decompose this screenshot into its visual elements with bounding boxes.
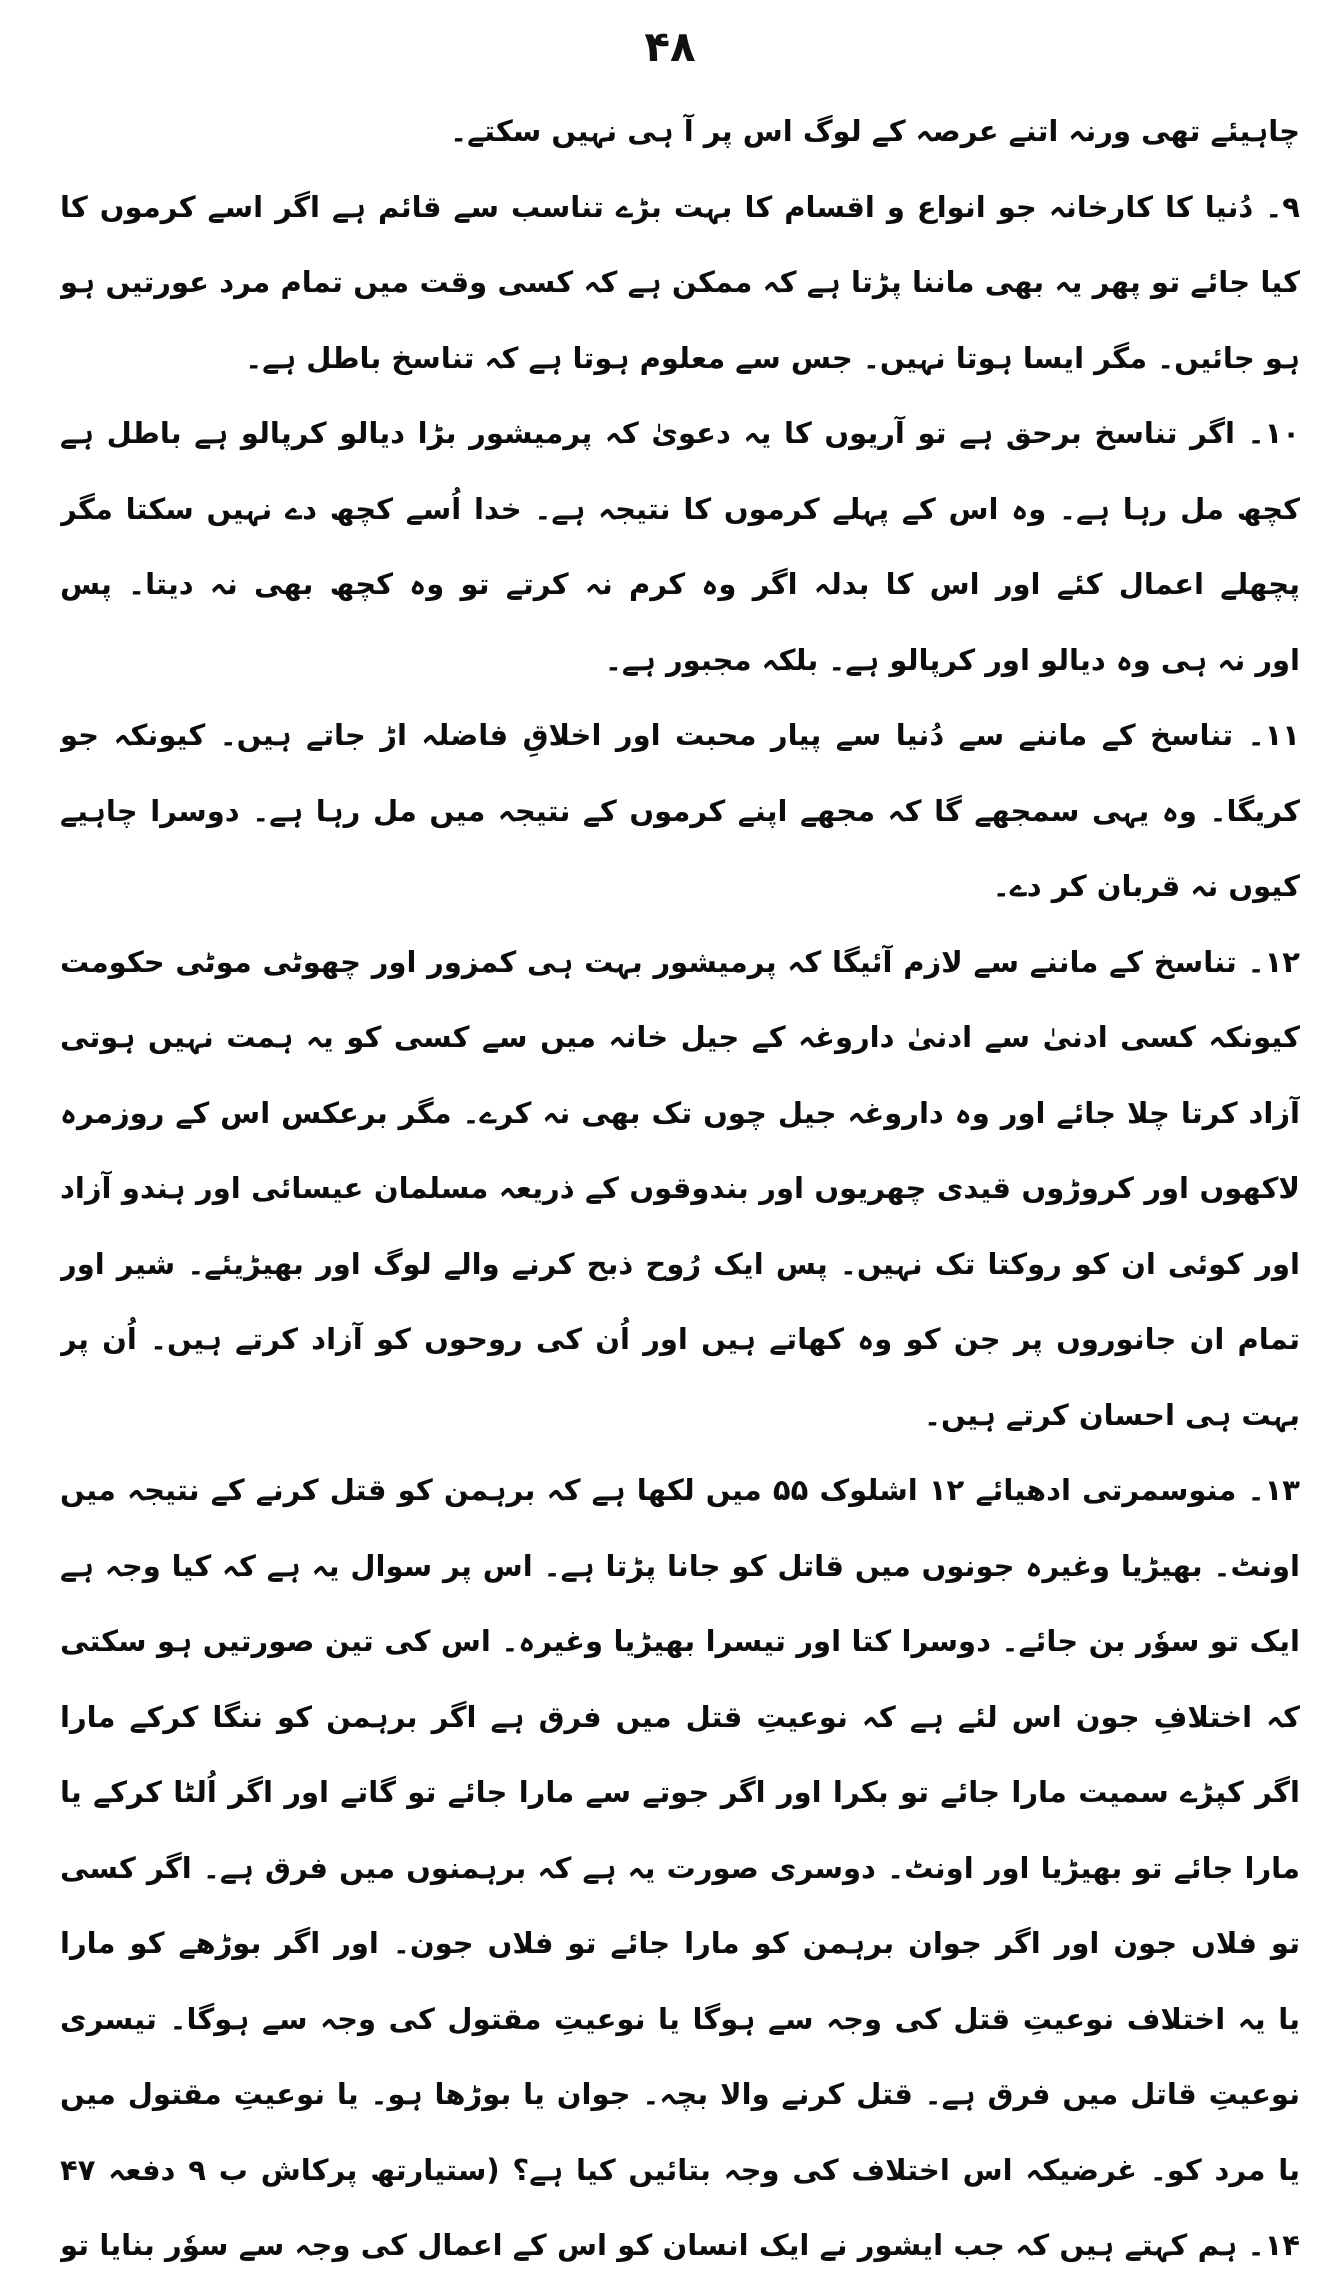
text-line: تمام ان جانوروں پر جن کو وہ کھاتے ہیں اور اُن کی روحوں کو آزاد کرتے ہیں۔ اُن پر <box>60 1322 1300 1356</box>
text-line: یا مرد کو۔ غرضیکہ اس اختلاف کی وجہ بتائیں کیا ہے؟ (ستیارتھ پرکاش ب ۹ دفعہ ۴۷ <box>60 2152 1300 2187</box>
text-line: لاکھوں اور کروڑوں قیدی چھریوں اور بندوقوں کے ذریعہ مسلمان عیسائی اور ہندو آزاد <box>60 1171 1300 1205</box>
text-line: یا یہ اختلاف نوعیتِ قتل کی وجہ سے ہوگا یا نوعیتِ مقتول کی وجہ سے ہوگا۔ تیسری <box>60 2001 1300 2036</box>
text-line: ۱۰۔ اگر تناسخ برحق ہے تو آریوں کا یہ دعویٰ کہ پرمیشور بڑا دیالو کرپالو ہے باطل ہے <box>60 416 1300 450</box>
text-line: کچھ مل رہا ہے۔ وہ اس کے پہلے کرموں کا نتیجہ ہے۔ خدا اُسے کچھ دے نہیں سکتا مگر <box>60 491 1300 526</box>
text-line: اونٹ۔ بھیڑیا وغیرہ جونوں میں قاتل کو جانا پڑتا ہے۔ اس پر سوال یہ ہے کہ کیا وجہ ہے <box>60 1548 1300 1583</box>
text-line: کریگا۔ وہ یہی سمجھے گا کہ مجھے اپنے کرموں کے نتیجہ میں مل رہا ہے۔ دوسرا چاہیے <box>60 793 1300 828</box>
text-line: ایک تو سوٗر بن جائے۔ دوسرا کتا اور تیسرا بھیڑیا وغیرہ۔ اس کی تین صورتیں ہو سکتی <box>60 1624 1300 1658</box>
text-line: چاہیئے تھی ورنہ اتنے عرصہ کے لوگ اس پر آ ہی نہیں سکتے۔ <box>450 114 1300 148</box>
text-line: اور کوئی ان کو روکتا تک نہیں۔ پس ایک رُوح ذبح کرنے والے لوگ اور بھیڑیئے۔ شیر اور <box>60 1246 1300 1281</box>
text-line: کیا جائے تو پھر یہ بھی ماننا پڑتا ہے کہ ممکن ہے کہ کسی وقت میں تمام مرد عورتیں ہو <box>60 265 1300 299</box>
text-line: مارا جائے تو بھیڑیا اور اونٹ۔ دوسری صورت یہ ہے کہ برہمنوں میں فرق ہے۔ اگر کسی <box>60 1850 1300 1885</box>
page-body-text <box>60 94 1300 2284</box>
text-line: ہو جائیں۔ مگر ایسا ہوتا نہیں۔ جس سے معلوم ہوتا ہے کہ تناسخ باطل ہے۔ <box>245 340 1300 375</box>
text-line: اگر کپڑے سمیت مارا جائے تو بکرا اور اگر جوتے سے مارا جائے تو گاتے اور اگر اُلٹا کرکے یا <box>60 1775 1300 1809</box>
text-line: ۹۔ دُنیا کا کارخانہ جو انواع و اقسام کا بہت بڑے تناسب سے قائم ہے اگر اسے کرموں کا <box>60 189 1300 224</box>
text-line: آزاد کرتا چلا جائے اور وہ داروغہ جیل چوں تک بھی نہ کرے۔ مگر برعکس اس کے روزمرہ <box>60 1095 1300 1130</box>
page-number: ۴۸ <box>644 22 696 71</box>
text-line: بہت ہی احسان کرتے ہیں۔ <box>924 1397 1300 1432</box>
text-line: ۱۲۔ تناسخ کے ماننے سے لازم آئیگا کہ پرمیشور بہت ہی کمزور اور چھوٹی موٹی حکومت <box>60 944 1300 979</box>
text-line: پچھلے اعمال کئے اور اس کا بدلہ اگر وہ کرم نہ کرتے تو وہ کچھ بھی نہ دیتا۔ پس <box>60 567 1300 601</box>
text-line: کیوں نہ قربان کر دے۔ <box>992 869 1300 903</box>
text-line: ۱۳۔ منوسمرتی ادھیائے ۱۲ اشلوک ۵۵ میں لکھا ہے کہ برہمن کو قتل کرنے کے نتیجہ میں <box>60 1473 1300 1507</box>
text-line: ۱۱۔ تناسخ کے ماننے سے دُنیا سے پیار محبت اور اخلاقِ فاضلہ اڑ جاتے ہیں۔ کیونکہ جو <box>60 718 1300 752</box>
text-line: کیونکہ کسی ادنیٰ سے ادنیٰ داروغہ کے جیل خانہ میں سے کسی کو یہ ہمت نہیں ہوتی <box>60 1020 1300 1054</box>
text-line: تو فلاں جون اور اگر جوان برہمن کو مارا جائے تو فلاں جون۔ اور اگر بوڑھے کو مارا <box>60 1926 1300 1960</box>
text-line: کہ اختلافِ جون اس لئے ہے کہ نوعیتِ قتل میں فرق ہے اگر برہمن کو ننگا کرکے مارا <box>60 1699 1300 1734</box>
text-line: نوعیتِ قاتل میں فرق ہے۔ قتل کرنے والا بچہ۔ جوان یا بوڑھا ہو۔ یا نوعیتِ مقتول میں <box>60 2077 1300 2111</box>
text-line: اور نہ ہی وہ دیالو اور کرپالو ہے۔ بلکہ مجبور ہے۔ <box>604 642 1300 677</box>
text-line: ۱۴۔ ہم کہتے ہیں کہ جب ایشور نے ایک انسان کو اس کے اعمال کی وجہ سے سوٗر بنایا تو <box>60 2228 1300 2262</box>
